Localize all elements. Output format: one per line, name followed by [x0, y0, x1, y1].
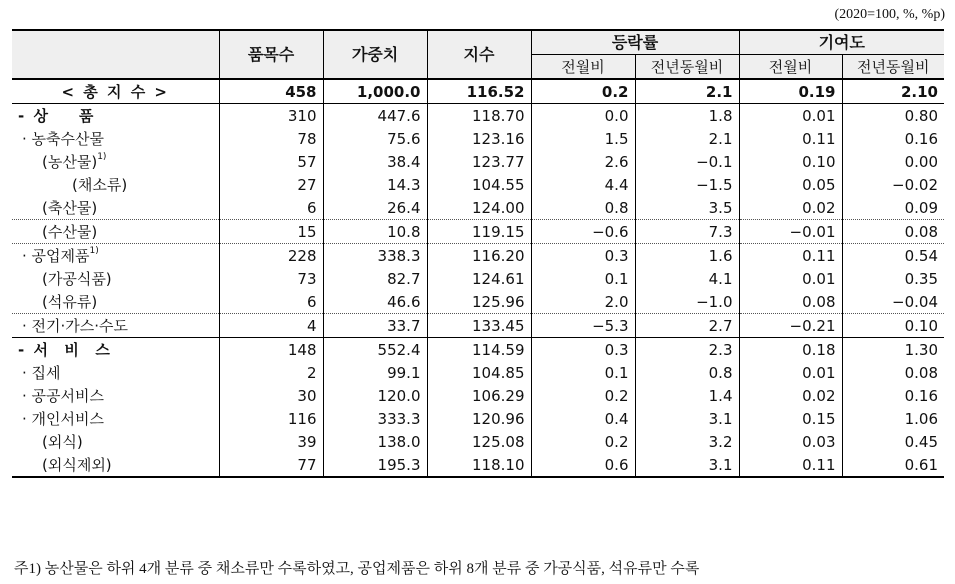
cell-r-yoy: 7.3 — [635, 220, 739, 244]
cell-r-yoy: 3.5 — [635, 196, 739, 220]
cell-weight: 38.4 — [323, 150, 427, 173]
row-label — [12, 361, 219, 384]
cell-c-yoy: 0.08 — [842, 361, 944, 384]
table-row — [12, 314, 944, 338]
cell-r-yoy: 3.1 — [635, 453, 739, 477]
header-index: 지수 — [427, 30, 531, 79]
header-rate-yoy: 전년동월비 — [635, 55, 739, 80]
cell-weight: 333.3 — [323, 407, 427, 430]
cell-c-mom: 0.01 — [739, 267, 842, 290]
cell-r-yoy: 2.1 — [635, 79, 739, 104]
cell-c-mom: 0.01 — [739, 361, 842, 384]
row-label-text: (외식제외) — [42, 455, 112, 474]
table-row — [12, 290, 944, 314]
cell-c-yoy: 0.16 — [842, 384, 944, 407]
cell-count: 57 — [219, 150, 323, 173]
cell-index: 118.10 — [427, 453, 531, 477]
cell-r-mom: 0.1 — [531, 267, 635, 290]
cell-c-yoy: 1.06 — [842, 407, 944, 430]
cell-count: 148 — [219, 338, 323, 362]
cell-r-yoy: −0.1 — [635, 150, 739, 173]
cell-weight: 338.3 — [323, 244, 427, 268]
cell-weight: 10.8 — [323, 220, 427, 244]
cell-r-mom: 0.1 — [531, 361, 635, 384]
cell-count: 27 — [219, 173, 323, 196]
cell-count: 6 — [219, 290, 323, 314]
header-rate-mom: 전월비 — [531, 55, 635, 80]
header-contrib-mom: 전월비 — [739, 55, 842, 80]
cell-index: 118.70 — [427, 104, 531, 128]
cell-r-mom: 0.8 — [531, 196, 635, 220]
row-label — [12, 104, 219, 128]
cell-r-mom: 2.0 — [531, 290, 635, 314]
cell-count: 4 — [219, 314, 323, 338]
cell-index: 123.16 — [427, 127, 531, 150]
cell-c-mom: 0.08 — [739, 290, 842, 314]
footnote: 주1) 농산물은 하위 4개 분류 중 채소류만 수록하였고, 공업제품은 하위 8개 분류 중 가공식품, 석유류만 수록 — [14, 561, 700, 577]
table-row — [12, 150, 944, 173]
row-label-text: - 상 품 — [18, 106, 96, 125]
cell-r-yoy: 4.1 — [635, 267, 739, 290]
cell-index: 104.85 — [427, 361, 531, 384]
header-row-1 — [12, 30, 944, 55]
cell-index: 124.61 — [427, 267, 531, 290]
cell-r-yoy: 2.7 — [635, 314, 739, 338]
cell-weight: 33.7 — [323, 314, 427, 338]
cell-r-yoy: 3.2 — [635, 430, 739, 453]
cell-r-yoy: 2.3 — [635, 338, 739, 362]
row-label — [12, 407, 219, 430]
cell-index: 125.08 — [427, 430, 531, 453]
cell-c-yoy: 0.16 — [842, 127, 944, 150]
row-label-text: · 전기·가스·수도 — [22, 316, 129, 335]
cell-index: 124.00 — [427, 196, 531, 220]
cell-count: 6 — [219, 196, 323, 220]
cell-c-yoy: 0.54 — [842, 244, 944, 268]
table-row — [12, 384, 944, 407]
cell-c-mom: 0.18 — [739, 338, 842, 362]
cell-c-mom: −0.01 — [739, 220, 842, 244]
cell-count: 228 — [219, 244, 323, 268]
cpi-table — [12, 29, 944, 478]
row-label — [12, 196, 219, 220]
cell-c-yoy: 0.61 — [842, 453, 944, 477]
cell-r-mom: 0.3 — [531, 244, 635, 268]
cell-r-mom: 4.4 — [531, 173, 635, 196]
row-label — [12, 338, 219, 362]
cell-r-yoy: −1.5 — [635, 173, 739, 196]
row-label — [12, 220, 219, 244]
table-body — [12, 79, 944, 477]
cell-index: 116.52 — [427, 79, 531, 104]
cell-count: 39 — [219, 430, 323, 453]
table-row — [12, 127, 944, 150]
row-label-text: (가공식품) — [42, 269, 112, 288]
cell-c-mom: 0.05 — [739, 173, 842, 196]
row-label — [12, 314, 219, 338]
cell-r-yoy: 0.8 — [635, 361, 739, 384]
cell-c-yoy: 0.10 — [842, 314, 944, 338]
header-items: 품목수 — [219, 30, 323, 79]
row-label-text: · 집세 — [22, 363, 61, 382]
cell-r-mom: −0.6 — [531, 220, 635, 244]
cell-r-yoy: 1.8 — [635, 104, 739, 128]
cell-weight: 552.4 — [323, 338, 427, 362]
cell-count: 458 — [219, 79, 323, 104]
header-rate-group: 등락률 — [531, 30, 739, 55]
cell-r-mom: 0.2 — [531, 430, 635, 453]
cell-r-yoy: 1.6 — [635, 244, 739, 268]
row-label-text: (수산물) — [42, 222, 98, 241]
row-label — [12, 244, 219, 268]
row-label — [12, 173, 219, 196]
cell-c-mom: 0.02 — [739, 384, 842, 407]
cell-weight: 99.1 — [323, 361, 427, 384]
cell-r-mom: 2.6 — [531, 150, 635, 173]
cell-c-yoy: −0.02 — [842, 173, 944, 196]
table-row — [12, 453, 944, 477]
table-row — [12, 79, 944, 104]
table-row — [12, 361, 944, 384]
row-label-text: (축산물) — [42, 198, 98, 217]
cell-c-yoy: 0.08 — [842, 220, 944, 244]
cell-c-yoy: 0.35 — [842, 267, 944, 290]
cell-index: 125.96 — [427, 290, 531, 314]
cell-count: 30 — [219, 384, 323, 407]
row-label — [12, 290, 219, 314]
cell-c-mom: 0.11 — [739, 453, 842, 477]
cell-weight: 75.6 — [323, 127, 427, 150]
cell-c-yoy: 0.80 — [842, 104, 944, 128]
cell-count: 15 — [219, 220, 323, 244]
cell-index: 104.55 — [427, 173, 531, 196]
cell-weight: 82.7 — [323, 267, 427, 290]
cell-c-mom: 0.11 — [739, 244, 842, 268]
cell-index: 123.77 — [427, 150, 531, 173]
cell-r-yoy: −1.0 — [635, 290, 739, 314]
cell-c-mom: 0.01 — [739, 104, 842, 128]
cell-count: 116 — [219, 407, 323, 430]
cell-weight: 120.0 — [323, 384, 427, 407]
cell-weight: 26.4 — [323, 196, 427, 220]
cell-count: 2 — [219, 361, 323, 384]
cell-r-mom: −5.3 — [531, 314, 635, 338]
row-label-text: · 공업제품 — [22, 246, 90, 265]
cell-weight: 14.3 — [323, 173, 427, 196]
row-label — [12, 127, 219, 150]
cell-index: 120.96 — [427, 407, 531, 430]
table-row — [12, 407, 944, 430]
cell-weight: 138.0 — [323, 430, 427, 453]
header-label-cell — [12, 30, 219, 79]
row-label-text: - 서 비 스 — [18, 340, 112, 359]
row-label-text: (석유류) — [42, 292, 98, 311]
row-label — [12, 384, 219, 407]
table-row — [12, 196, 944, 220]
table-row — [12, 430, 944, 453]
cell-weight: 195.3 — [323, 453, 427, 477]
cell-count: 77 — [219, 453, 323, 477]
header-weight: 가중치 — [323, 30, 427, 79]
cell-c-yoy: 2.10 — [842, 79, 944, 104]
cell-c-mom: 0.02 — [739, 196, 842, 220]
cell-c-yoy: 0.45 — [842, 430, 944, 453]
row-label — [12, 267, 219, 290]
cell-index: 133.45 — [427, 314, 531, 338]
table-row — [12, 104, 944, 128]
row-label-text: (농산물) — [42, 152, 98, 171]
cell-r-yoy: 2.1 — [635, 127, 739, 150]
table-row — [12, 173, 944, 196]
row-label-text: · 개인서비스 — [22, 409, 104, 428]
cell-r-mom: 0.2 — [531, 384, 635, 407]
cell-c-yoy: 0.09 — [842, 196, 944, 220]
header-contrib-yoy: 전년동월비 — [842, 55, 944, 80]
row-label — [12, 79, 219, 104]
cell-r-mom: 1.5 — [531, 127, 635, 150]
footnote-marker: 1) — [89, 245, 99, 256]
cell-r-mom: 0.6 — [531, 453, 635, 477]
row-label — [12, 150, 219, 173]
row-label-text: (외식) — [42, 432, 83, 451]
row-label — [12, 453, 219, 477]
cell-c-mom: −0.21 — [739, 314, 842, 338]
table-row — [12, 220, 944, 244]
cell-r-mom: 0.3 — [531, 338, 635, 362]
unit-note: (2020=100, %, %p) — [834, 7, 945, 22]
cell-c-mom: 0.15 — [739, 407, 842, 430]
cell-c-mom: 0.11 — [739, 127, 842, 150]
cell-c-yoy: 1.30 — [842, 338, 944, 362]
cell-weight: 46.6 — [323, 290, 427, 314]
cell-count: 78 — [219, 127, 323, 150]
cell-c-yoy: 0.00 — [842, 150, 944, 173]
cell-index: 114.59 — [427, 338, 531, 362]
cell-weight: 447.6 — [323, 104, 427, 128]
cell-count: 73 — [219, 267, 323, 290]
cell-index: 106.29 — [427, 384, 531, 407]
cell-c-mom: 0.03 — [739, 430, 842, 453]
row-label-text: < 총 지 수 > — [61, 82, 169, 101]
row-label — [12, 430, 219, 453]
cell-weight: 1,000.0 — [323, 79, 427, 104]
footnote-marker: 1) — [97, 151, 107, 162]
cell-c-mom: 0.19 — [739, 79, 842, 104]
cell-index: 116.20 — [427, 244, 531, 268]
table-row — [12, 267, 944, 290]
header-contrib-group: 기여도 — [739, 30, 944, 55]
row-label-text: · 공공서비스 — [22, 386, 104, 405]
row-label-text: · 농축수산물 — [22, 129, 104, 148]
cell-c-mom: 0.10 — [739, 150, 842, 173]
cell-c-yoy: −0.04 — [842, 290, 944, 314]
row-label-text: (채소류) — [72, 175, 128, 194]
table-row — [12, 244, 944, 268]
cell-r-mom: 0.0 — [531, 104, 635, 128]
table-row — [12, 338, 944, 362]
cell-r-yoy: 1.4 — [635, 384, 739, 407]
cell-r-yoy: 3.1 — [635, 407, 739, 430]
cell-r-mom: 0.2 — [531, 79, 635, 104]
cell-index: 119.15 — [427, 220, 531, 244]
cell-r-mom: 0.4 — [531, 407, 635, 430]
cell-count: 310 — [219, 104, 323, 128]
